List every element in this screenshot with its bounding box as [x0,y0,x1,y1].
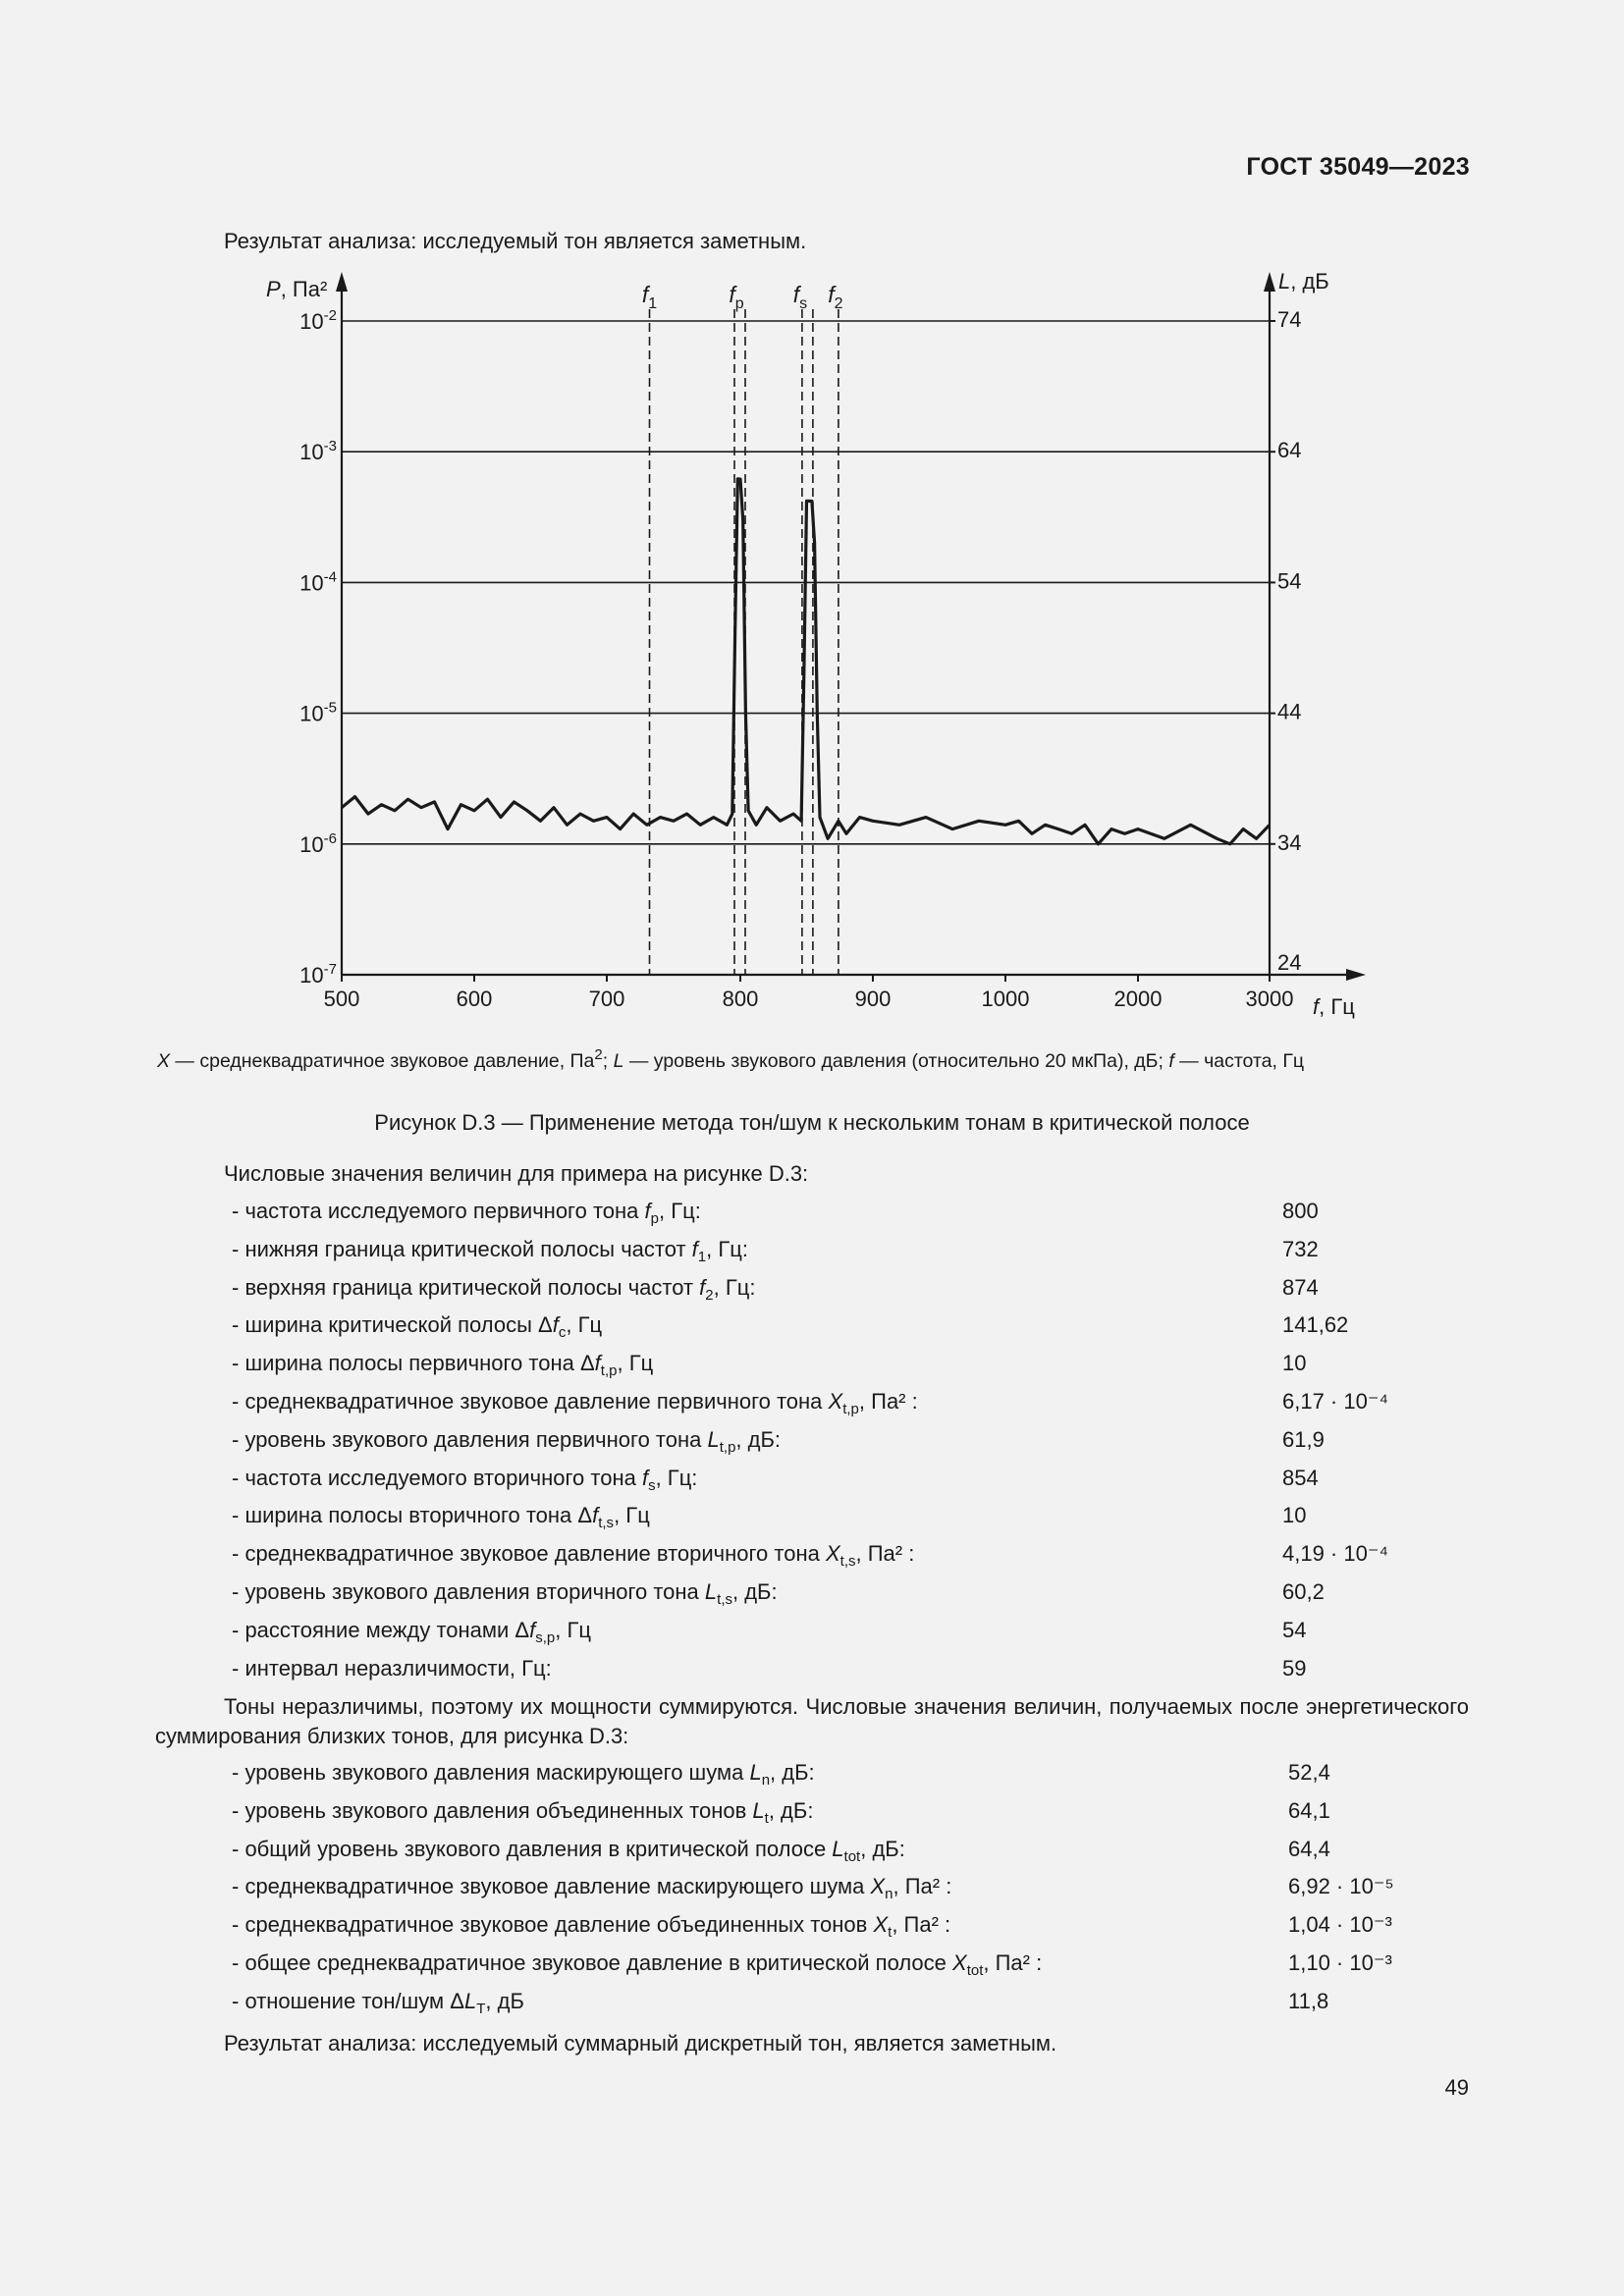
y-tick-label-left: $10^{-4}$ [299,568,337,596]
value-label: - расстояние между тонами $\Delta f_{s,p}$, Гц [232,1617,592,1646]
x-tick-label: 800 [722,987,759,1011]
x-tick-label: 700 [588,987,625,1011]
value-number: 854 [1282,1465,1319,1490]
value-number: 61,9 [1282,1426,1325,1452]
y-axis-title-left: P, Па² [266,277,328,301]
y-axis-right-arrow [1264,272,1275,292]
page-number: 49 [1444,2075,1469,2100]
value-number: 732 [1282,1236,1319,1261]
value-label: - ширина полосы первичного тона $\Delta f_{t,p}$, Гц [232,1351,654,1380]
value-number: 10 [1282,1351,1307,1376]
x-tick-label: 900 [854,987,892,1011]
result-text: Результат анализа: исследуемый суммарный дискретный тон, является заметным. [224,2031,1057,2056]
value-label: - уровень звукового давления вторичного тона $L_{t,s}$, дБ: [232,1579,778,1608]
value-number: 64,4 [1288,1836,1330,1861]
y-axis-left-arrow [336,272,348,292]
y-tick-label-left: $10^{-5}$ [299,699,337,726]
y-tick-label-right: 54 [1277,568,1302,594]
x-tick-label: 500 [323,987,360,1011]
y-tick-label-left: $10^{-7}$ [299,961,337,988]
value-number: 4,19 · 10⁻⁴ [1282,1541,1388,1567]
value-number: 60,2 [1282,1579,1325,1604]
value-number: 1,04 · 10⁻³ [1288,1912,1392,1938]
y-tick-label-right: 44 [1277,699,1302,724]
y-tick-label-left: $10^{-6}$ [299,829,337,857]
value-label: - ширина критической полосы $\Delta f_c$, Гц [232,1312,603,1342]
x-tick-label: 3000 [1245,987,1294,1011]
x-tick-label: 600 [456,987,493,1011]
value-label: - уровень звукового давления маскирующего шума $L_n$, дБ: [232,1760,815,1789]
x-tick-label: 2000 [1113,987,1163,1011]
spectrum-chart [0,0,1624,1041]
value-label: - нижняя граница критической полосы частот $f_1$, Гц: [232,1236,748,1265]
y-tick-label-left: $10^{-3}$ [299,438,337,465]
value-number: 64,1 [1288,1797,1330,1823]
y-axis-title-right: L, дБ [1278,269,1329,294]
value-label: - среднеквадратичное звуковое давление объединенных тонов $X_t$, Па² : [232,1912,951,1942]
value-label: - частота исследуемого вторичного тона $f_s$, Гц: [232,1465,698,1494]
x-tick-label: 1000 [981,987,1030,1011]
block1-title: Числовые значения величин для примера на рисунке D.3: [224,1161,809,1186]
value-number: 800 [1282,1199,1319,1223]
value-number: 10 [1282,1503,1307,1528]
value-number: 11,8 [1288,1988,1329,2013]
value-number: 141,62 [1282,1312,1349,1338]
x-axis-title: f, Гц [1313,994,1355,1019]
value-label: - среднеквадратичное звуковое давление маскирующего шума $X_n$, Па² : [232,1874,952,1903]
summation-paragraph: Тоны неразличимы, поэтому их мощности суммируются. Числовые значения величин, получаемых после энергетического суммирования близких тонов, для рисунка D.3: [155,1694,1469,1748]
value-label: - частота исследуемого первичного тона $f_p$, Гц: [232,1199,701,1227]
spectrum-line [342,479,1270,844]
value-label: - среднеквадратичное звуковое давление первичного тона $X_{t,p}$, Па² : [232,1389,918,1417]
value-label: - общий уровень звукового давления в критической полосе $L_{tot}$, дБ: [232,1836,905,1865]
value-number: 874 [1282,1274,1319,1300]
frequency-marker-label: $f_s$ [792,282,808,312]
value-label: - ширина полосы вторичного тона $\Delta f_{t,s}$, Гц [232,1503,650,1532]
value-label: - общее среднеквадратичное звуковое давление в критической полосе $X_{tot}$, Па² : [232,1950,1043,1979]
document-header: ГОСТ 35049—2023 [1246,153,1470,181]
frequency-marker-label: $f_2$ [828,282,843,312]
value-number: 54 [1282,1617,1307,1642]
value-label: - среднеквадратичное звуковое давление вторичного тона $X_{t,s}$, Па² : [232,1541,915,1571]
value-number: 6,17 · 10⁻⁴ [1282,1389,1388,1414]
value-label: - уровень звукового давления объединенных тонов $L_t$, дБ: [232,1797,814,1827]
value-number: 6,92 · 10⁻⁵ [1288,1874,1394,1899]
y-tick-label-left: $10^{-2}$ [299,307,337,334]
value-label: - уровень звукового давления первичного тона $L_{t,p}$, дБ: [232,1426,782,1456]
y-tick-label-right: 24 [1277,950,1302,975]
figure-legend: X — среднеквадратичное звуковое давление, $Па^2$; L — уровень звукового давления (относительно 20 мкПа), дБ; f — частота, Гц [157,1046,1305,1072]
x-axis-arrow [1346,969,1366,981]
value-number: 52,4 [1288,1760,1330,1785]
frequency-marker-label: $f_p$ [729,282,744,312]
value-number: 59 [1282,1655,1307,1681]
frequency-marker-label: $f_1$ [641,282,658,312]
y-tick-label-right: 64 [1277,438,1302,463]
figure-caption: Рисунок D.3 — Применение метода тон/шум к нескольким тонам в критической полосе [374,1110,1250,1135]
value-label: - интервал неразличимости, Гц: [232,1655,552,1681]
y-tick-label-right: 34 [1277,829,1302,855]
intro-text: Результат анализа: исследуемый тон является заметным. [224,229,807,253]
value-label: - верхняя граница критической полосы частот $f_2$, Гц: [232,1274,756,1304]
value-label: - отношение тон/шум $\Delta L_T$, дБ [232,1988,524,2017]
value-number: 1,10 · 10⁻³ [1288,1950,1392,1975]
y-tick-label-right: 74 [1277,307,1302,332]
